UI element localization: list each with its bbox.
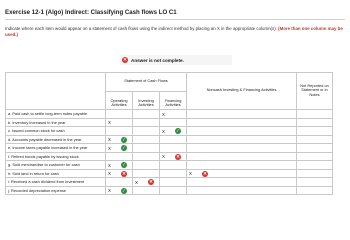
answer-x-mark: X (162, 154, 165, 159)
answer-cell-financing[interactable] (160, 144, 187, 153)
incorrect-x-icon: ✕ (176, 153, 180, 159)
answer-cell-financing[interactable] (160, 186, 187, 195)
table-row (6, 127, 333, 136)
instructions (5, 26, 343, 38)
answer-cell-not-reported[interactable] (297, 152, 333, 161)
table-row (6, 152, 333, 161)
answer-x-mark: X (108, 171, 111, 176)
answer-cell-financing[interactable] (160, 118, 187, 127)
answer-cell-not-reported[interactable] (297, 186, 333, 195)
answer-cell-investing[interactable] (133, 110, 160, 119)
table-row (6, 144, 333, 153)
incorrect-x-icon: ✕ (122, 170, 126, 176)
answer-cell-noncash[interactable] (187, 178, 297, 187)
answer-cell-financing[interactable] (160, 178, 187, 187)
table-row (6, 186, 333, 195)
answer-status-banner (120, 55, 232, 65)
answer-cell-operating[interactable] (106, 169, 133, 178)
answer-cell-financing[interactable] (160, 135, 187, 144)
answer-cell-operating[interactable] (106, 110, 133, 119)
answer-cell-noncash[interactable] (187, 118, 297, 127)
answer-cell-not-reported[interactable] (297, 135, 333, 144)
answer-x-mark: X (108, 145, 111, 151)
correct-check-icon: ✓ (122, 145, 126, 150)
table-row (6, 118, 333, 127)
answer-x-mark: X (108, 188, 111, 193)
row-item-label: b. Inventory increased in the year (6, 118, 106, 127)
answer-cell-noncash[interactable] (187, 127, 297, 136)
answer-x-mark: X (108, 120, 111, 125)
row-item-label: a. Paid cash to settle long-term notes payable (6, 110, 106, 119)
answer-cell-noncash[interactable] (187, 186, 297, 195)
correct-check-icon: ✓ (122, 187, 126, 193)
row-item-label: f. Retired bonds payable by issuing stock (6, 152, 106, 161)
answer-cell-not-reported[interactable] (297, 144, 333, 153)
error-x-icon: ✕ (123, 57, 127, 62)
answer-cell-operating[interactable] (106, 127, 133, 136)
answer-cell-financing[interactable] (160, 161, 187, 170)
answer-cell-investing[interactable] (133, 135, 160, 144)
row-item-label: j. Recorded depreciation expense (6, 186, 106, 195)
correct-check-icon: ✓ (176, 128, 180, 133)
divider (5, 19, 345, 20)
item-column-header (6, 73, 106, 110)
answer-cell-operating[interactable] (106, 135, 133, 144)
answer-cell-operating[interactable] (106, 178, 133, 187)
statement-of-cash-flows-header: Statement of Cash Flows (106, 73, 187, 92)
answer-cell-noncash[interactable] (187, 161, 297, 170)
row-item-label: i. Received a cash dividend from investment (6, 178, 106, 187)
row-item-label: d. Accounts payable decreased in the year (6, 135, 106, 144)
answer-cell-not-reported[interactable] (297, 161, 333, 170)
answer-cell-noncash[interactable] (187, 169, 297, 178)
correct-check-icon: ✓ (122, 162, 126, 167)
answer-x-mark: X (162, 128, 165, 134)
answer-cell-investing[interactable] (133, 161, 160, 170)
answer-x-mark: X (108, 162, 111, 168)
answer-cell-operating[interactable] (106, 186, 133, 195)
answer-cell-noncash[interactable] (187, 135, 297, 144)
answer-cell-noncash[interactable] (187, 152, 297, 161)
answer-cell-investing[interactable] (133, 186, 160, 195)
answer-x-mark: X (189, 171, 192, 176)
investing-column-header: Investing Activities (133, 92, 160, 110)
incorrect-x-icon: ✕ (149, 179, 153, 184)
answer-cell-noncash[interactable] (187, 110, 297, 119)
answer-cell-operating[interactable] (106, 152, 133, 161)
instructions-emphasis: (More than one column may be used.) (5, 26, 343, 37)
table-row (6, 178, 333, 187)
answer-cell-operating[interactable] (106, 118, 133, 127)
answer-cell-not-reported[interactable] (297, 127, 333, 136)
incorrect-x-icon: ✕ (203, 170, 207, 176)
answer-cell-operating[interactable] (106, 161, 133, 170)
answer-cell-not-reported[interactable] (297, 169, 333, 178)
row-item-label: c. Issued common stock for cash (6, 127, 106, 136)
answer-status-text: Answer is not complete. (131, 57, 184, 63)
answer-cell-operating[interactable] (106, 144, 133, 153)
noncash-column-header: Noncash Investing & Financing Activities (187, 73, 297, 110)
answer-cell-financing[interactable] (160, 169, 187, 178)
answer-cell-not-reported[interactable] (297, 110, 333, 119)
answer-cell-not-reported[interactable] (297, 118, 333, 127)
table-row (6, 135, 333, 144)
cash-flow-classification-table (5, 72, 333, 195)
table-row (6, 161, 333, 170)
answer-cell-noncash[interactable] (187, 144, 297, 153)
operating-column-header: Operating Activities (106, 92, 133, 110)
answer-cell-investing[interactable] (133, 178, 160, 187)
answer-cell-investing[interactable] (133, 144, 160, 153)
instructions-text: Indicate where each item would appear on a statement of cash flows using the indirect method by placing an X in the appropriate column(s). (5, 26, 277, 31)
answer-cell-financing[interactable] (160, 152, 187, 161)
answer-cell-financing[interactable] (160, 127, 187, 136)
answer-cell-investing[interactable] (133, 127, 160, 136)
row-item-label: g. Sold merchandise to customer for cash (6, 161, 106, 170)
answer-cell-investing[interactable] (133, 152, 160, 161)
answer-cell-not-reported[interactable] (297, 178, 333, 187)
answer-x-mark: X (135, 179, 138, 185)
exercise-title: Exercise 12-1 (Algo) Indirect: Classifying Cash flows LO C1 (5, 9, 177, 16)
answer-cell-financing[interactable] (160, 110, 187, 119)
not-reported-column-header: Not Reported on Statement or in Notes (297, 73, 333, 110)
row-item-label: e. Income taxes payable increased in the year (6, 144, 106, 153)
answer-cell-investing[interactable] (133, 118, 160, 127)
row-item-label: h. Sold land in return for cash (6, 169, 106, 178)
correct-check-icon: ✓ (122, 136, 126, 142)
financing-column-header: Financing Activities (160, 92, 187, 110)
answer-x-mark: X (162, 111, 165, 117)
table-row (6, 110, 333, 119)
answer-cell-investing[interactable] (133, 169, 160, 178)
table-row (6, 169, 333, 178)
answer-x-mark: X (108, 137, 111, 142)
